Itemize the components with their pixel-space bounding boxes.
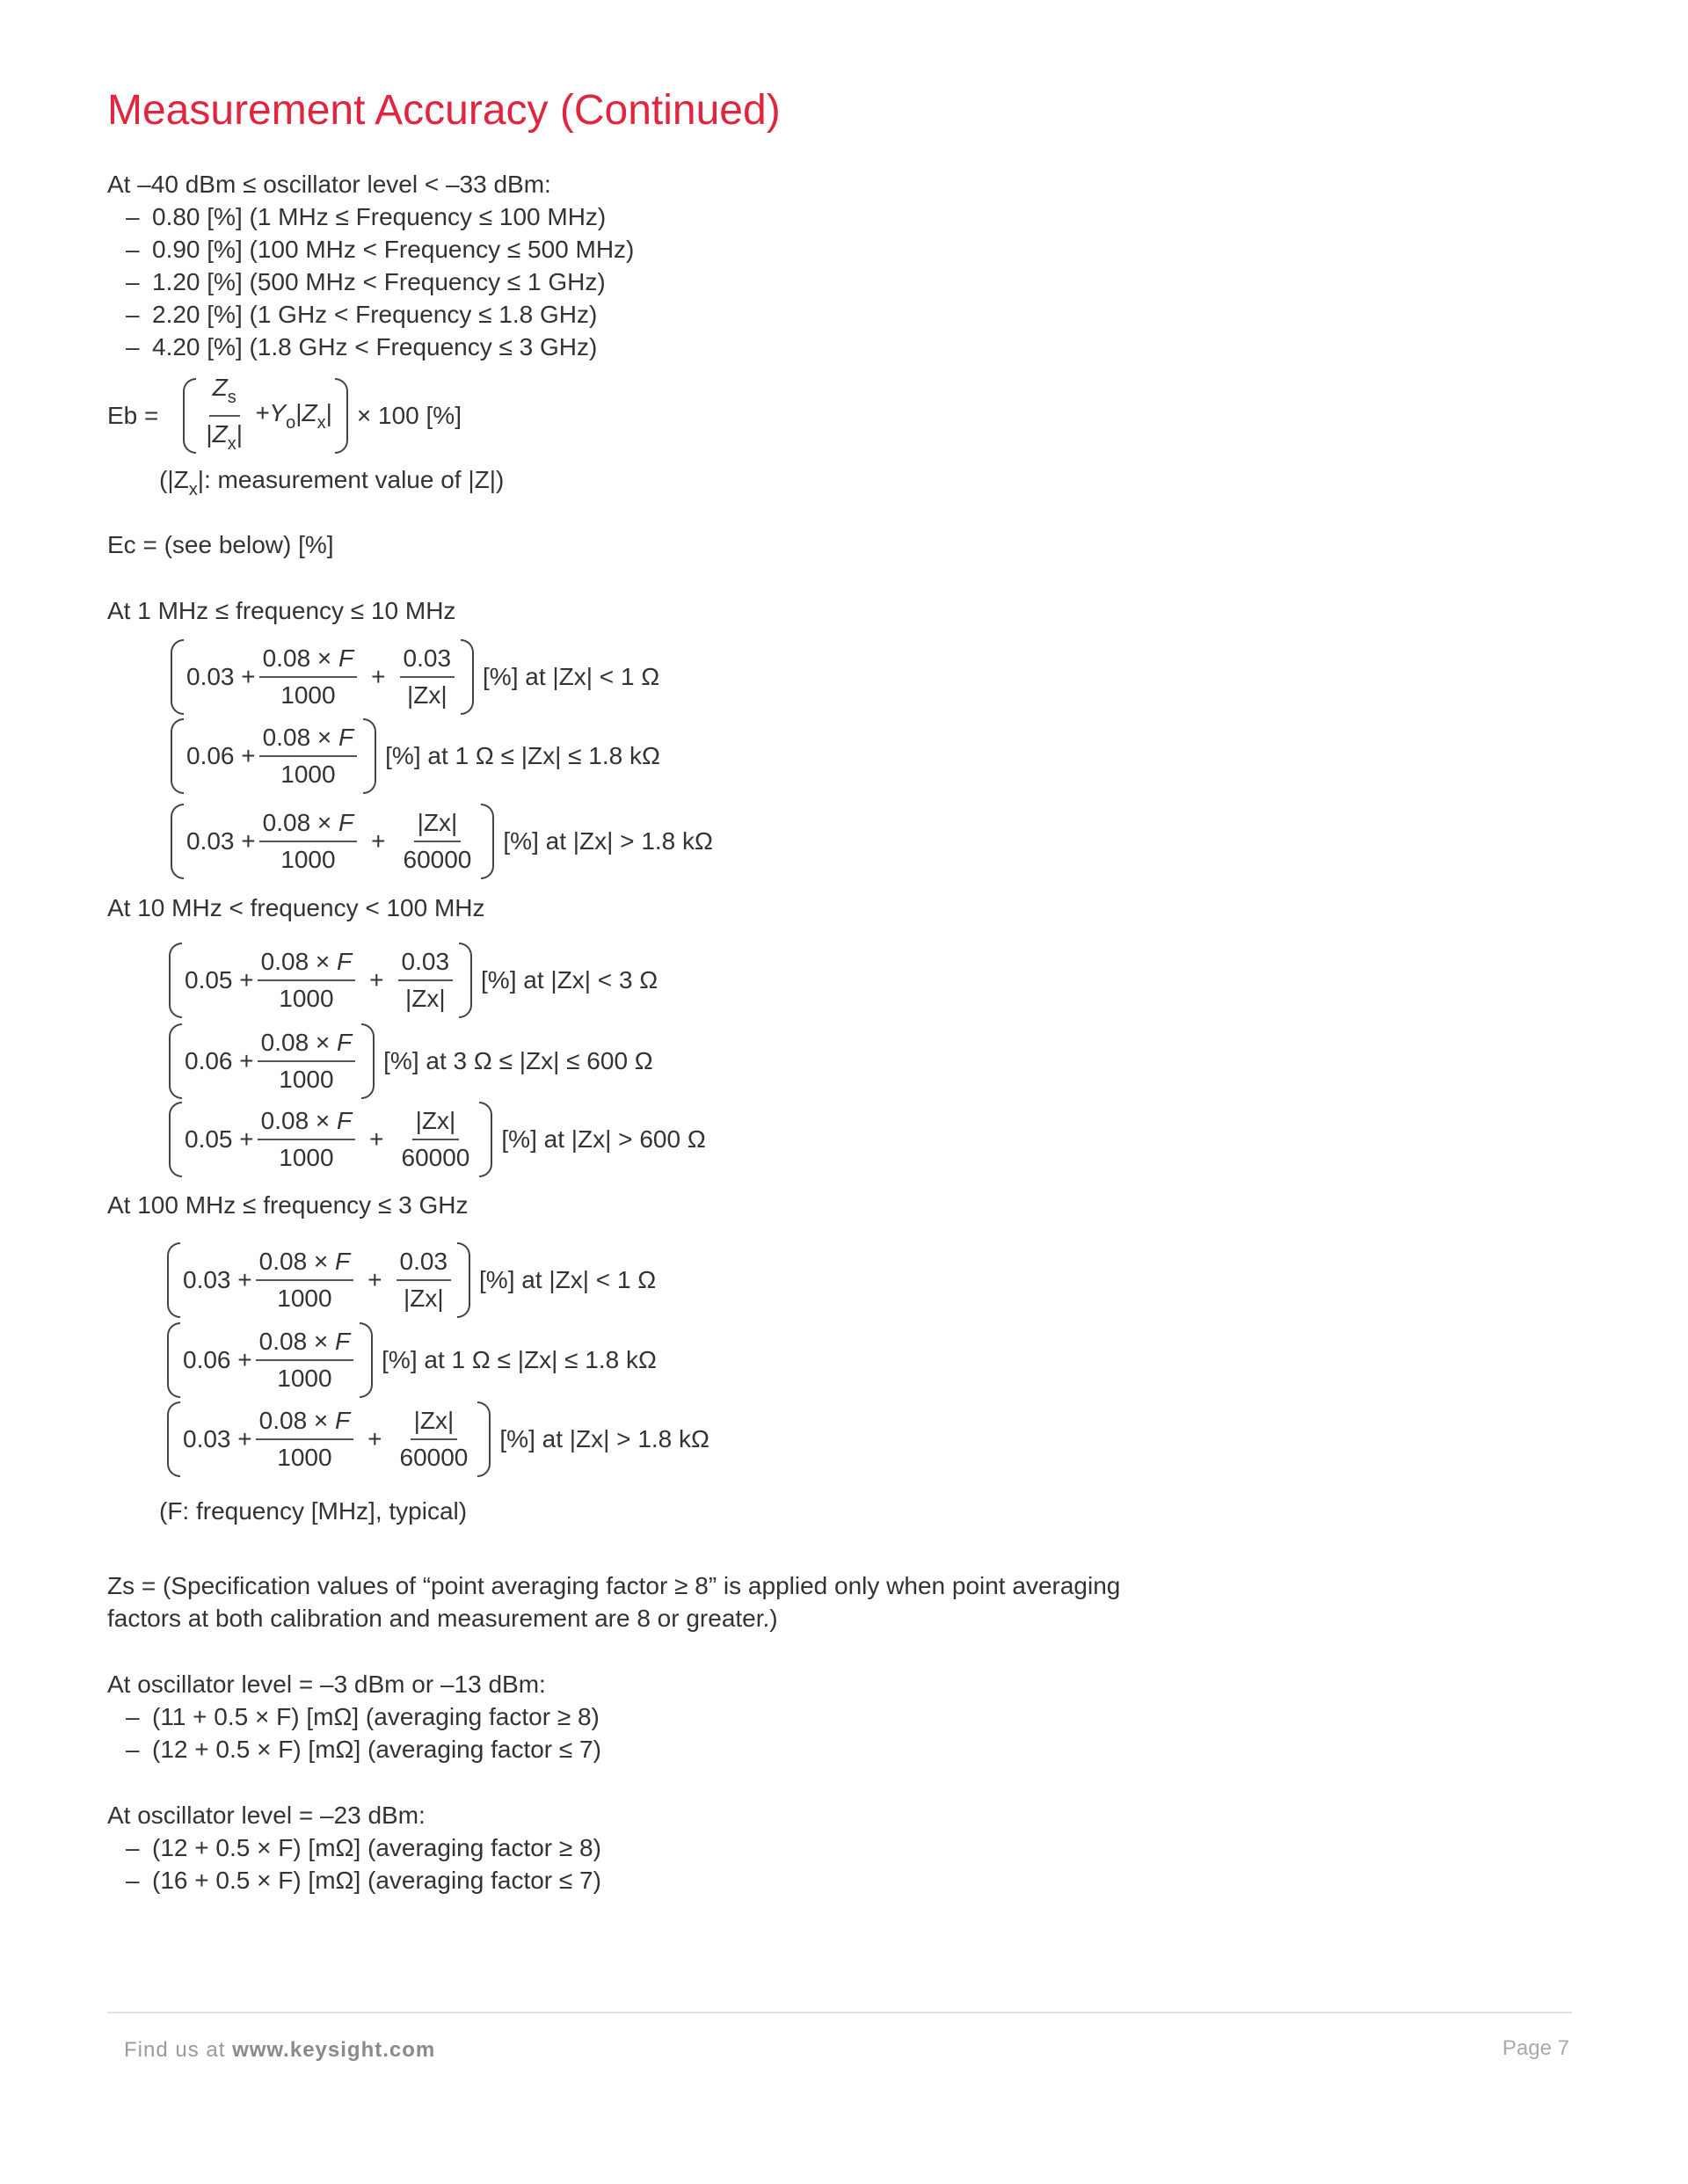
right-paren (335, 378, 348, 454)
list-item: – 2.20 [%] (1 GHz < Frequency ≤ 1.8 GHz) (107, 298, 634, 331)
list-item: – (12 + 0.5 × F) [mΩ] (averaging factor ≤ 7) (107, 1733, 601, 1765)
osc-section-1 (107, 1668, 601, 1765)
formula-small-z: 0.03 + $\frac{0.08 \times F}{1000}$ + $\frac{0.03}{|Zx|}$ [%] at |Zx| < 1 Ω (167, 1242, 656, 1318)
fraction-numerator: $Z_s$ (209, 374, 240, 417)
left-paren (183, 378, 196, 454)
ea-section (107, 168, 634, 363)
page-number: Page 7 (1502, 2036, 1569, 2060)
list-item: – (11 + 0.5 × F) [mΩ] (averaging factor ≥ 8) (107, 1700, 601, 1733)
formula-small-z: 0.03 + $\frac{0.08 \times F}{1000}$ + $\frac{0.03}{|Zx|}$ [%] at |Zx| < 1 Ω (171, 639, 659, 715)
list-item: – 4.20 [%] (1.8 GHz < Frequency ≤ 3 GHz) (107, 331, 634, 363)
zs-line: factors at both calibration and measurement are 8 or greater.) (107, 1605, 778, 1632)
fraction-denominator: $|Z_x|$ (206, 420, 244, 454)
formula-large-z: 0.05 + $\frac{0.08 \times F}{1000}$ + $\frac{|Zx|}{60000}$ [%] at |Zx| > 600 Ω (169, 1102, 706, 1177)
footer-find-us: Find us at www.keysight.com (124, 2038, 436, 2062)
list-item: – 1.20 [%] (500 MHz < Frequency ≤ 1 GHz) (107, 266, 634, 298)
footer-divider (107, 2012, 1572, 2013)
range-heading: At 100 MHz ≤ frequency ≤ 3 GHz (107, 1191, 469, 1219)
osc-heading: At oscillator level = –3 dBm or –13 dBm: (107, 1671, 546, 1698)
ea-list (107, 200, 634, 363)
range-heading: At 1 MHz ≤ frequency ≤ 10 MHz (107, 597, 456, 624)
eb-plus-yo: $+Y_o|Z_x|$ (255, 398, 332, 433)
ea-heading: At –40 dBm ≤ oscillator level < –33 dBm: (107, 171, 551, 198)
formula-mid-z: 0.06 + $\frac{0.08 \times F}{1000}$ [%] at 1 Ω ≤ |Zx| ≤ 1.8 kΩ (167, 1322, 657, 1398)
eb-note: ($|Z_x|$: measurement value of |Z|) (159, 466, 505, 499)
osc-heading: At oscillator level = –23 dBm: (107, 1802, 426, 1829)
list-item: – 0.80 [%] (1 MHz ≤ Frequency ≤ 100 MHz) (107, 200, 634, 233)
range-heading: At 10 MHz < frequency < 100 MHz (107, 894, 485, 921)
list-item: – (12 + 0.5 × F) [mΩ] (averaging factor ≥ 8) (107, 1831, 601, 1864)
list-item: – (16 + 0.5 × F) [mΩ] (averaging factor ≤ 7) (107, 1864, 601, 1896)
f-note: (F: frequency [MHz], typical) (159, 1497, 468, 1525)
page-title: Measurement Accuracy (Continued) (107, 87, 781, 134)
eb-label: Eb = (107, 402, 159, 429)
formula-large-z: 0.03 + $\frac{0.08 \times F}{1000}$ + $\frac{|Zx|}{60000}$ [%] at |Zx| > 1.8 kΩ (167, 1401, 709, 1477)
eb-formula (107, 374, 462, 454)
ec-label: Ec = (see below) [%] (107, 531, 334, 558)
osc-section-2 (107, 1799, 601, 1896)
formula-large-z: 0.03 + $\frac{0.08 \times F}{1000}$ + $\frac{|Zx|}{60000}$ [%] at |Zx| > 1.8 kΩ (171, 804, 713, 879)
formula-mid-z: 0.06 + $\frac{0.08 \times F}{1000}$ [%] at 1 Ω ≤ |Zx| ≤ 1.8 kΩ (171, 718, 660, 794)
list-item: – 0.90 [%] (100 MHz < Frequency ≤ 500 MHz) (107, 233, 634, 266)
formula-small-z: 0.05 + $\frac{0.08 \times F}{1000}$ + $\frac{0.03}{|Zx|}$ [%] at |Zx| < 3 Ω (169, 943, 658, 1018)
eb-suffix: × 100 [%] (356, 402, 462, 429)
zs-section (107, 1569, 1120, 1634)
zs-line: Zs = (Specification values of “point averaging factor ≥ 8” is applied only when point averaging (107, 1572, 1121, 1599)
footer-url-link[interactable]: www.keysight.com (232, 2038, 436, 2062)
eb-fraction (202, 374, 246, 458)
formula-mid-z: 0.06 + $\frac{0.08 \times F}{1000}$ [%] at 3 Ω ≤ |Zx| ≤ 600 Ω (169, 1023, 653, 1099)
